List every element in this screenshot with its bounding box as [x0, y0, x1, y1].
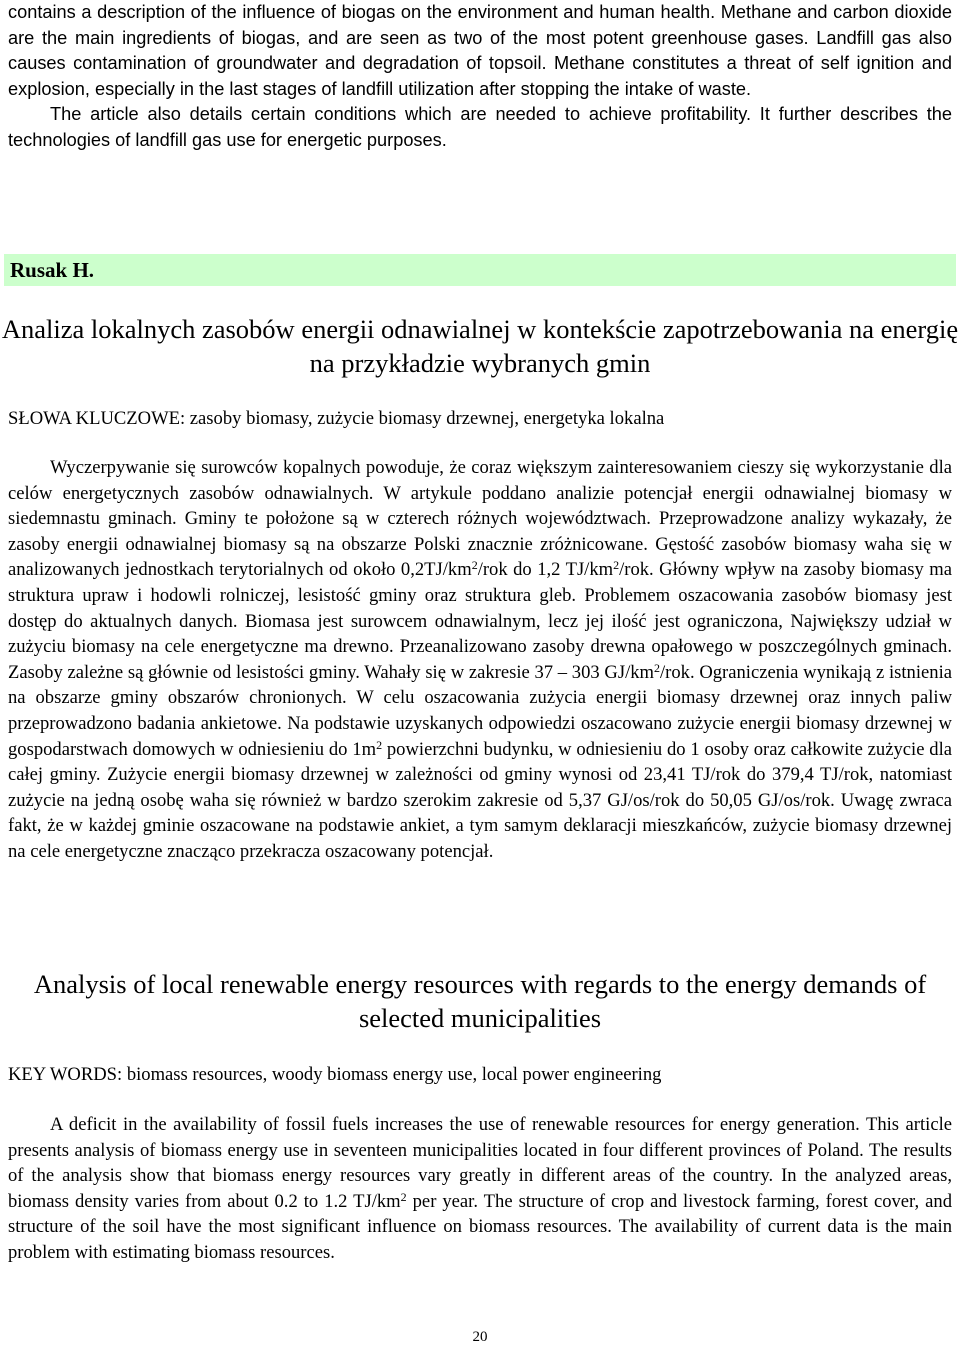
english-abstract: [8, 1112, 952, 1266]
english-keywords: [8, 1062, 661, 1088]
polish-title: Analiza lokalnych zasobów energii odnawialnej w kontekście zapotrzebowania na energię na przykładzie wybranych gmin: [1, 314, 959, 378]
polish-abstract-text-4: /rok. Ograniczenia wynikają z istnienia na obszarze gminy obszarów chronionych. W celu oszacowania zużycia energii biomasy drzewnej oraz innych paliw przeprowadzono badania ankietowe. Na podstawie uzyskanych odpowiedzi oszacowano zużycie energii biomasy drzewnej w gospodarstwach domowych w odniesieniu do 1m: [8, 661, 952, 760]
superscript: 2: [400, 1189, 407, 1204]
page-number: 20: [472, 1329, 488, 1345]
superscript: 2: [613, 558, 620, 573]
author-name: Rusak H.: [10, 258, 95, 282]
english-keywords-label: KEY WORDS:: [8, 1064, 123, 1085]
previous-abstract: [8, 0, 952, 154]
superscript: 2: [471, 558, 478, 573]
polish-abstract-text-1: Wyczerpywanie się surowców kopalnych powoduje, że coraz większym zainteresowaniem cieszy się wykorzystanie dla celów energetycznych zasobów odnawialnych. W artykule poddano analizie potencjał energii odnawialnej biomasy w siedemnastu gminach. Gminy te położone są w czterech różnych województwach. Przeprowadzone analizy wykazały, że zasoby energii odnawialnej biomasy są na obszarze Polski znacznie zróżnicowane. Gęstość zasobów biomasy waha się w analizowanych jednostkach terytorialnych od około 0,2TJ/km: [8, 457, 952, 581]
previous-abstract-paragraph-2: The article also details certain conditions which are needed to achieve profitability. It further describes the technologies of landfill gas use for energetic purposes.: [8, 104, 952, 150]
english-abstract-text-2: per year. The structure of crop and livestock farming, forest cover, and structure of the soil have the most significant influence on biomass resources. The availability of current data is the main problem with estimating biomass resources.: [8, 1190, 952, 1263]
english-abstract-text-1: A deficit in the availability of fossil fuels increases the use of renewable resources for energy generation. This article presents analysis of biomass energy use in seventeen municipalities located in four different provinces of Poland. The results of the analysis show that biomass energy resources vary greatly in different areas of the country. In the analyzed areas, biomass density varies from about 0.2 to 1.2 TJ/km: [8, 1114, 952, 1212]
author-bar: [4, 254, 956, 286]
english-keywords-text: biomass resources, woody biomass energy use, local power engineering: [126, 1064, 662, 1085]
polish-abstract-text-3: /rok. Główny wpływ na zasoby biomasy ma struktura upraw i hodowli rolniczej, lesistość gminy oraz struktura gleb. Problemem oszacowania zasobów biomasy jest dostęp do aktualnych danych. Biomasa jest surowcem odnawialnym, lecz jej ilość jest ograniczona, Największy udział w zużyciu biomasy na cele energetyczne ma drewno. Przeanalizowano zasoby drewna opałowego w poszczególnych gminach. Zasoby zależne są głównie od lesistości gminy. Wahały się w zakresie 37 – 303 GJ/km: [8, 559, 952, 683]
polish-abstract-text-2: /rok do 1,2 TJ/km: [477, 559, 614, 581]
polish-keywords: [8, 406, 664, 432]
polish-abstract: [8, 455, 952, 865]
polish-abstract-text-5: powierzchni budynku, w odniesieniu do 1 osoby oraz całkowite zużycie dla całej gminy. Zużycie energii biomasy drzewnej w zależności od gminy wynosi od 23,41 TJ/rok do 379,4 TJ/rok, natomiast zużycie na jedną osobę waha się również w bardzo szerokim zakresie od 5,37 GJ/os/rok do 50,05 GJ/os/rok. Uwagę zwraca fakt, że w każdej gminie oszacowane na podstawie ankiet, a tym samym deklaracji mieszkańców, zużycie biomasy drzewnej na cele energetyczne znacząco przekracza oszacowany potencjał.: [8, 738, 952, 862]
polish-abstract-paragraph: [8, 455, 952, 865]
superscript: 2: [654, 660, 660, 675]
superscript: 2: [376, 737, 383, 752]
polish-keywords-text: zasoby biomasy, zużycie biomasy drzewnej, energetyka lokalna: [189, 408, 665, 429]
previous-abstract-paragraph-1: contains a description of the influence of biogas on the environment and human health. Methane and carbon dioxide are the main ingredients of biogas, and are seen as two of the most potent greenhouse gases. Landfill gas also causes contamination of groundwater and degradation of topsoil. Methane constitutes a threat of self ignition and explosion, especially in the last stages of landfill utilization after stopping the intake of waste.: [8, 2, 952, 99]
polish-keywords-label: SŁOWA KLUCZOWE:: [8, 408, 186, 429]
english-abstract-paragraph: [8, 1112, 952, 1266]
english-title: Analysis of local renewable energy resources with regards to the energy demands of selected municipalities: [33, 969, 927, 1033]
